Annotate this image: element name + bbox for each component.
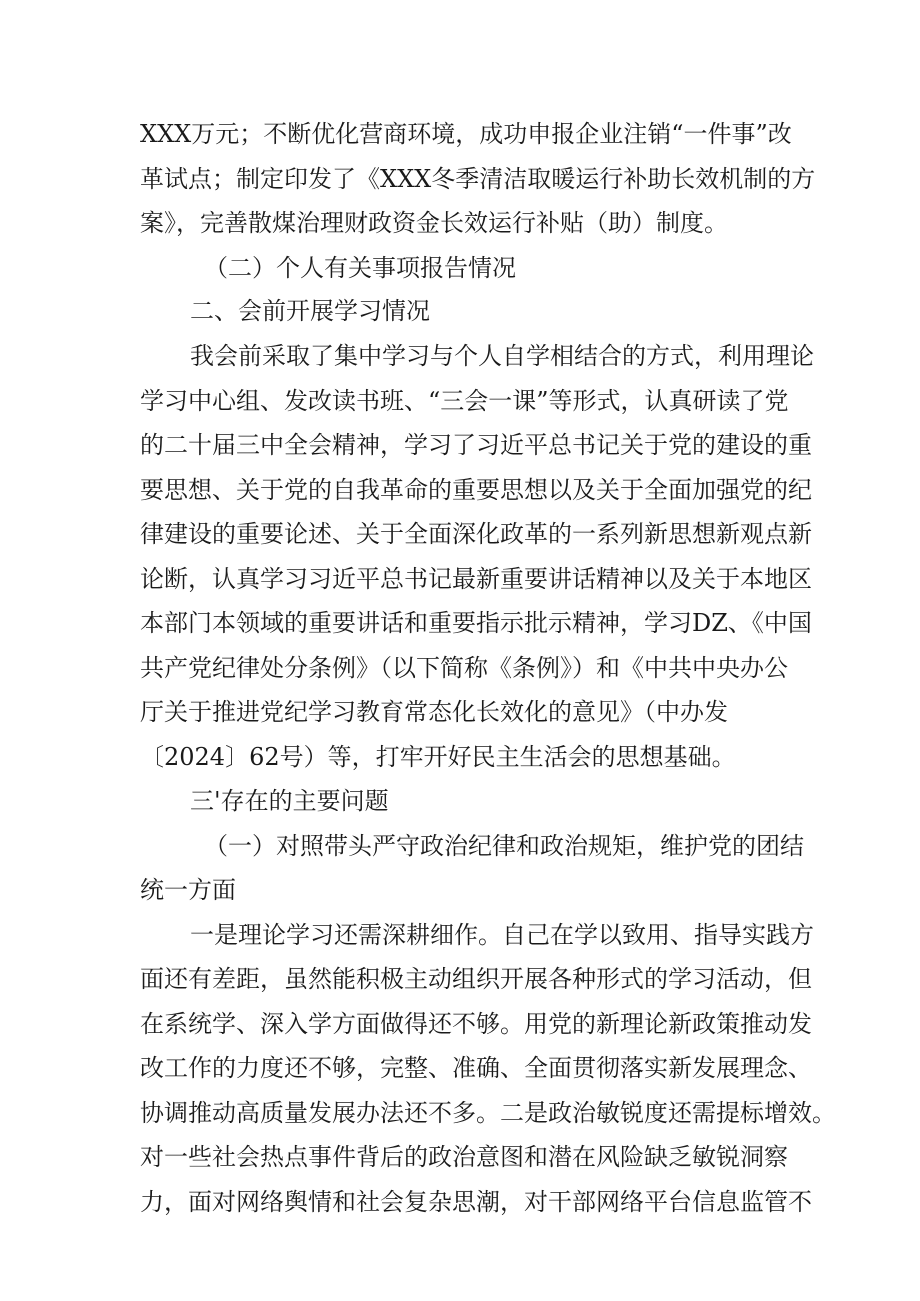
text-line: 革试点；制定印发了《XXX冬季清洁取暖运行补助长效机制的方 [140,165,816,193]
text-line: 论断，认真学习习近平总书记最新重要讲话精神以及关于本地区 [140,565,812,593]
text-line: 我会前采取了集中学习与个人自学相结合的方式，利用理论 [190,342,814,370]
section-heading: 二、会前开展学习情况 [190,297,430,325]
text-line: 改工作的力度还不够，完整、准确、全面贯彻落实新发展理念、 [140,1054,812,1082]
text-line: 统一方面 [140,876,236,904]
text-line: 一是理论学习还需深耕细作。自己在学以致用、指导实践方 [190,921,814,949]
text-line: 共产党纪律处分条例》（以下简称《条例》）和《中共中央办公 [140,654,788,682]
text-line: 面还有差距，虽然能积极主动组织开展各种形式的学习活动，但 [140,965,812,993]
text-line: 协调推动高质量发展办法还不多。二是政治敏锐度还需提标增效。 [140,1099,836,1127]
text-line: 厅关于推进党纪学习教育常态化长效化的意见》（中办发 [140,698,728,726]
text-line: 在系统学、深入学方面做得还不够。用党的新理论新政策推动发 [140,1010,812,1038]
text-line: XXX万元；不断优化营商环境，成功申报企业注销“一件事”改 [140,120,792,148]
text-line: 本部门本领域的重要讲话和重要指示批示精神，学习DZ、《中国 [140,609,812,637]
text-line: 〔2024〕62号）等，打牢开好民主生活会的思想基础。 [140,743,736,771]
section-subheading: （二）个人有关事项报告情况 [204,254,516,282]
text-line: 对一些社会热点事件背后的政治意图和潜在风险缺乏敏锐洞察 [140,1143,788,1171]
text-line: 力，面对网络舆情和社会复杂思潮，对干部网络平台信息监管不 [140,1188,812,1216]
text-line: 学习中心组、发改读书班、“三会一课”等形式，认真研读了党 [140,387,789,415]
section-heading: 三'存在的主要问题 [190,787,389,815]
text-line: 案》，完善散煤治理财政资金长效运行补贴（助）制度。 [140,209,728,237]
text-line: 的二十届三中全会精神，学习了习近平总书记关于党的建设的重 [140,431,812,459]
text-line: 要思想、关于党的自我革命的重要思想以及关于全面加强党的纪 [140,476,812,504]
section-subheading: （一）对照带头严守政治纪律和政治规矩，维护党的团结 [204,832,804,860]
text-line: 律建设的重要论述、关于全面深化政革的一系列新思想新观点新 [140,520,812,548]
